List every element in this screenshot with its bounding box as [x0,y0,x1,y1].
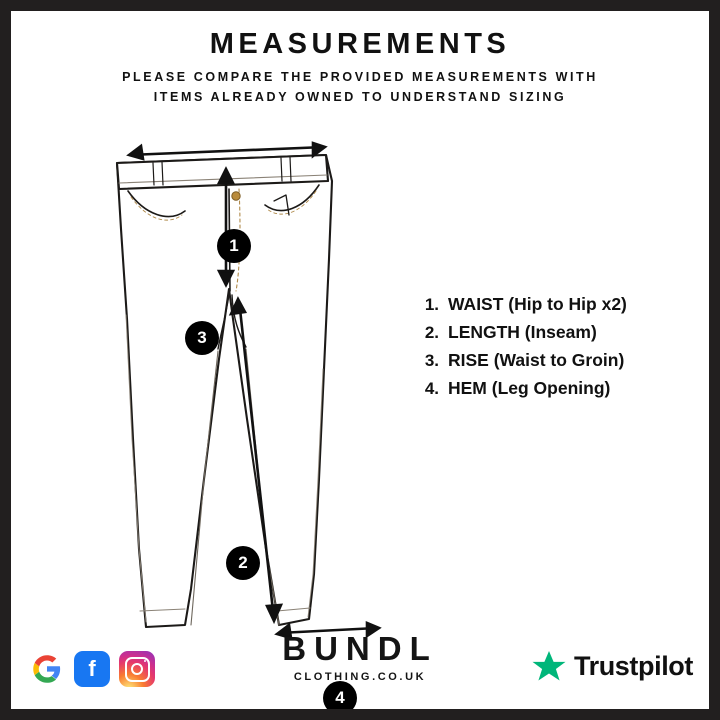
legend-label: HEM (Leg Opening) [448,378,611,398]
legend-number: 2. [424,323,439,342]
badge-waist: 1 [217,229,251,263]
legend-label: WAIST (Hip to Hip x2) [448,294,627,314]
legend-label: LENGTH (Inseam) [448,322,597,342]
footer [11,621,709,695]
header [11,29,709,108]
brand-name: BUNDL [282,630,438,667]
badge-length: 2 [226,546,260,580]
legend-item-hem [411,378,701,399]
legend-number: 1. [424,295,439,314]
brand-website: CLOTHING.CO.UK [293,671,427,683]
measurement-legend [411,294,701,406]
legend-item-waist [411,294,701,315]
legend-number: 3. [424,351,439,370]
facebook-f-glyph: f [88,656,96,681]
legend-item-rise [411,350,701,371]
jeans-illustration [33,119,413,639]
subtitle-line-1: PLEASE COMPARE THE PROVIDED MEASUREMENTS WITH [122,69,598,84]
subtitle-line-2: ITEMS ALREADY OWNED TO UNDERSTAND SIZING [153,90,567,105]
trustpilot-logo[interactable] [532,650,693,683]
legend-label: RISE (Waist to Groin) [448,350,625,370]
legend-number: 4. [424,379,439,398]
badge-rise: 3 [185,321,219,355]
page-title: MEASUREMENTS [209,28,511,60]
trustpilot-star-icon [532,650,566,683]
legend-item-length [411,322,701,343]
trustpilot-label: Trustpilot [574,651,693,681]
badge-hem: 4 [323,681,357,715]
